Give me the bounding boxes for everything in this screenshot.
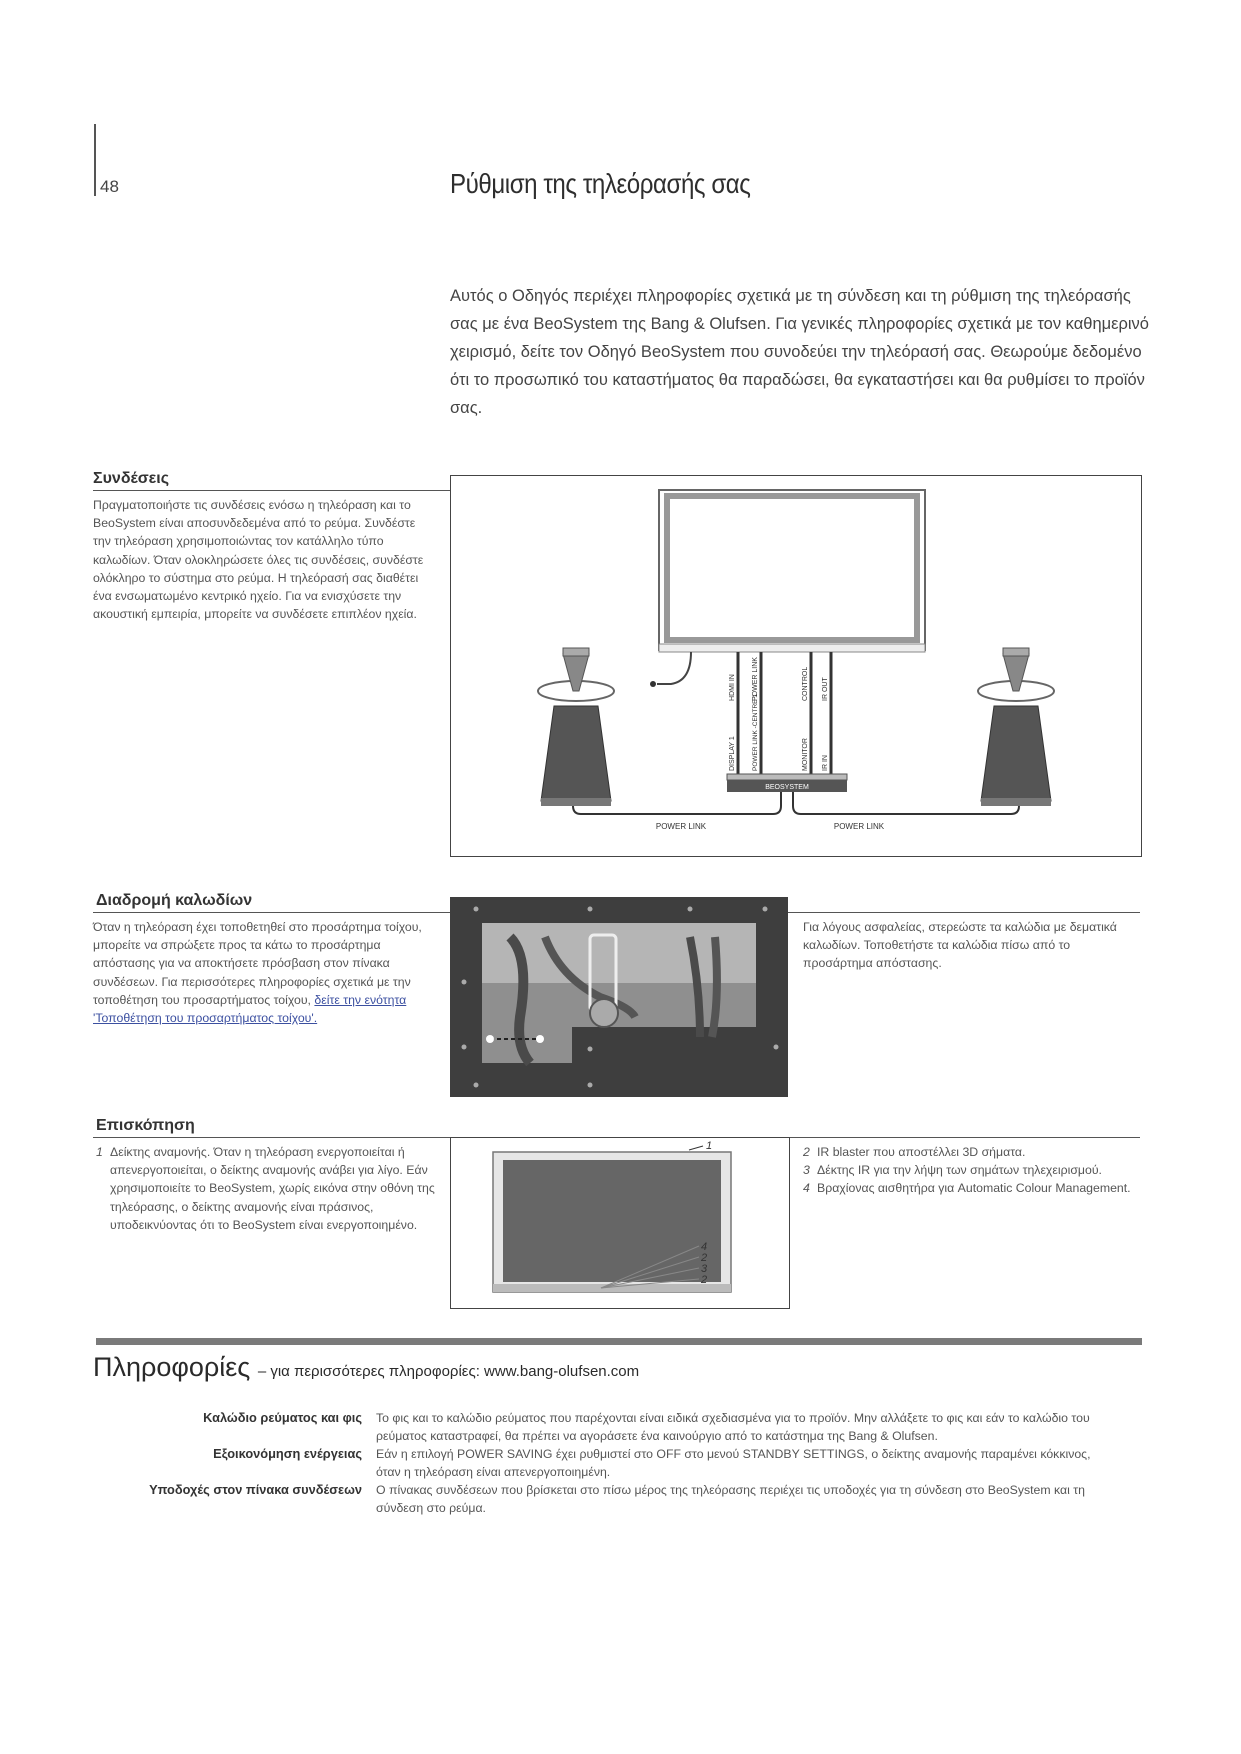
power-link-right-label: POWER LINK xyxy=(833,822,885,831)
right-speaker xyxy=(978,648,1054,806)
label-ir-in: IR IN xyxy=(822,755,829,771)
info-row-label: Εξοικονόμηση ενέργειας xyxy=(213,1446,362,1461)
power-link-left-label: POWER LINK xyxy=(655,822,707,831)
cable-tie-end-right xyxy=(536,1035,544,1043)
label-hdmi-in: HDMI IN xyxy=(729,674,736,701)
beosystem-top xyxy=(727,774,847,780)
wall-bracket-link[interactable]: δείτε την ενότητα 'Τοποθέτηση του προσαρτήματος τοίχου'. xyxy=(93,992,407,1026)
info-row xyxy=(96,1409,1146,1445)
callout-1: 1 xyxy=(706,1140,713,1152)
connections-diagram-svg xyxy=(451,476,1141,856)
info-row xyxy=(96,1481,1146,1517)
connections-text: Πραγματοποιήστε τις συνδέσεις ενόσω η τηλεόραση και το BeoSystem είναι αποσυνδεδεμένα από το ρεύμα. Συνδέστε την τηλεόραση χρησιμοποιώντας τον κατάλληλο τύπο καλωδίων. Όταν ολοκληρώσετε όλες τις συνδέσεις, συνδέστε ολόκληρο το σύστημα στο ρεύμα. Η τηλεόρασή σας διαθέτει ένα ενσωματωμένο κεντρικό ηχείο. Για να ενισχύσετε την ακουστική εμπειρία, μπορείτε να συνδέσετε επιπλέον ηχεία. xyxy=(93,498,424,622)
info-row-text: Το φις και το καλώδιο ρεύματος που παρέχονται είναι ειδικά σχεδιασμένα για το προϊόν. Μην αλλάξετε το φις και εάν το καλώδιο του ρεύματος καταστραφεί, θα πρέπει να αγοράσετε ένα καινούργιο από το κατάστημα της Bang & Olufsen. xyxy=(376,1411,1090,1443)
callout-3: 3 xyxy=(701,1263,708,1275)
info-row-label: Υποδοχές στον πίνακα συνδέσεων xyxy=(149,1482,362,1497)
info-title-main: Πληροφορίες xyxy=(93,1352,251,1382)
connections-heading: Συνδέσεις xyxy=(93,470,170,487)
info-row-text: Εάν η επιλογή POWER SAVING έχει ρυθμιστεί στο OFF στο μενού STANDBY SETTINGS, ο δείκτης αναμονής παραμένει κόκκινος, όταν η τηλεόραση είναι απενεργοποιημένη. xyxy=(376,1447,1091,1479)
tv-screen-dark xyxy=(503,1160,721,1282)
label-control: CONTROL xyxy=(802,666,809,701)
cable-routing-side-text: Για λόγους ασφαλείας, στερεώστε τα καλώδια με δεματικά καλωδίων. Τοποθετήστε τα καλώδια πίσω από το προσάρτημα απόστασης. xyxy=(803,920,1117,971)
cable-tie-end-left xyxy=(486,1035,494,1043)
tv-bottom-bar xyxy=(493,1284,731,1292)
power-cable xyxy=(657,652,691,684)
distance-bracket xyxy=(572,1027,756,1097)
callout-4: 4 xyxy=(701,1241,708,1253)
info-row-text: Ο πίνακας συνδέσεων που βρίσκεται στο πίσω μέρος της τηλεόρασης περιέχει τις υποδοχές για τη σύνδεση στο BeoSystem και τη σύνδεση στο ρεύμα. xyxy=(376,1483,1085,1515)
label-power-link-centre: POWER LINK -CENTRE 1 xyxy=(752,694,759,771)
overview-item-text: Δείκτης αναμονής. Όταν η τηλεόραση ενεργοποιείται ή απενεργοποιείται, ο δείκτης αναμονής ανάβει για λίγο. Εάν χρησιμοποιείτε το BeoSystem, χωρίς εικόνα στην οθόνη της τηλεόρασης, ο δείκτης αναμονής είναι πράσινος, υποδεικνύοντας ότι το BeoSystem είναι ενεργοποιημένο. xyxy=(110,1145,435,1232)
cable-routing-body: Όταν η τηλεόραση έχει τοποθετηθεί στο προσάρτημα τοίχου, μπορείτε να σπρώξετε προς τα κάτω το προσάρτημα απόστασης για να αποκτήσετε πρόσβαση στον πίνακα συνδέσεων. Για περισσότερες πληροφορίες σχετικά με την τοποθέτηση του προσαρτήματος τοίχου, xyxy=(93,920,422,1007)
connections-diagram xyxy=(450,475,1142,857)
overview-item-num: 2 xyxy=(803,1145,810,1159)
info-row xyxy=(96,1445,1146,1481)
cable-routing-rule-left xyxy=(93,912,453,913)
overview-item-num: 1 xyxy=(96,1145,103,1159)
info-title xyxy=(93,1352,639,1383)
info-table xyxy=(96,1409,1146,1517)
info-bar xyxy=(96,1338,1142,1345)
label-monitor: MONITOR xyxy=(802,738,809,771)
page-title: Ρύθμιση της τηλεόρασής σας xyxy=(450,168,751,199)
info-subtitle: – για περισσότερες πληροφορίες: www.bang-olufsen.com xyxy=(257,1363,640,1380)
label-display-1: DISPLAY 1 xyxy=(729,736,736,771)
overview-heading: Επισκόπηση xyxy=(96,1117,195,1134)
overview-item-text: Βραχίονας αισθητήρα για Automatic Colour Management. xyxy=(817,1181,1131,1196)
overview-item-text: IR blaster που αποστέλλει 3D σήματα. xyxy=(817,1145,1026,1159)
overview-item-text: Δέκτης IR για την λήψη των σημάτων τηλεχειρισμού. xyxy=(817,1163,1102,1178)
label-ir-out: IR OUT xyxy=(822,677,829,701)
overview-item-4 xyxy=(803,1179,1143,1197)
left-speaker xyxy=(538,648,614,806)
power-plug xyxy=(650,681,656,687)
overview-item-num: 3 xyxy=(803,1163,810,1178)
cable-routing-heading: Διαδρομή καλωδίων xyxy=(96,892,253,909)
connections-rule xyxy=(93,490,453,491)
overview-right-list xyxy=(803,1143,1143,1198)
callout-2b: 2 xyxy=(701,1274,708,1286)
wall-mount-knob xyxy=(590,999,618,1027)
label-power-link-top: POWER LINK xyxy=(752,657,759,701)
cable-routing-rule-right xyxy=(788,912,1140,913)
overview-item-3 xyxy=(803,1161,1143,1179)
beosystem-label: BEOSYSTEM xyxy=(765,784,809,791)
cable-routing-text xyxy=(93,918,433,1027)
overview-item-2 xyxy=(803,1143,1143,1161)
page-number: 48 xyxy=(100,177,119,196)
tv-base xyxy=(659,644,925,652)
info-row-label: Καλώδιο ρεύματος και φις xyxy=(203,1410,362,1425)
overview-left-list xyxy=(96,1143,436,1234)
overview-item-1 xyxy=(96,1143,436,1234)
overview-svg xyxy=(451,1138,789,1308)
callout-line-1 xyxy=(689,1146,703,1150)
intro-paragraph: Αυτός ο Οδηγός περιέχει πληροφορίες σχετικά με τη σύνδεση και τη ρύθμιση της τηλεόρασής σας με ένα BeoSystem της Bang & Olufsen. Για γενικές πληροφορίες σχετικά με τον καθημερινό χειρισμό, δείτε τον Οδηγό BeoSystem που συνοδεύει την τηλεόρασή σας. Θεωρούμε δεδομένο ότι το προσωπικό του καταστήματος θα παραδώσει, θα εγκαταστήσει και θα ρυθμίσει το προϊόν σας. xyxy=(450,287,1149,417)
callout-2a: 2 xyxy=(701,1252,708,1264)
overview-figure xyxy=(450,1137,790,1309)
page-margin-rule xyxy=(94,124,96,196)
tv-screen xyxy=(667,496,917,640)
cable-routing-figure xyxy=(450,897,788,1097)
cable-routing-svg xyxy=(450,897,788,1097)
overview-item-num: 4 xyxy=(803,1181,810,1196)
